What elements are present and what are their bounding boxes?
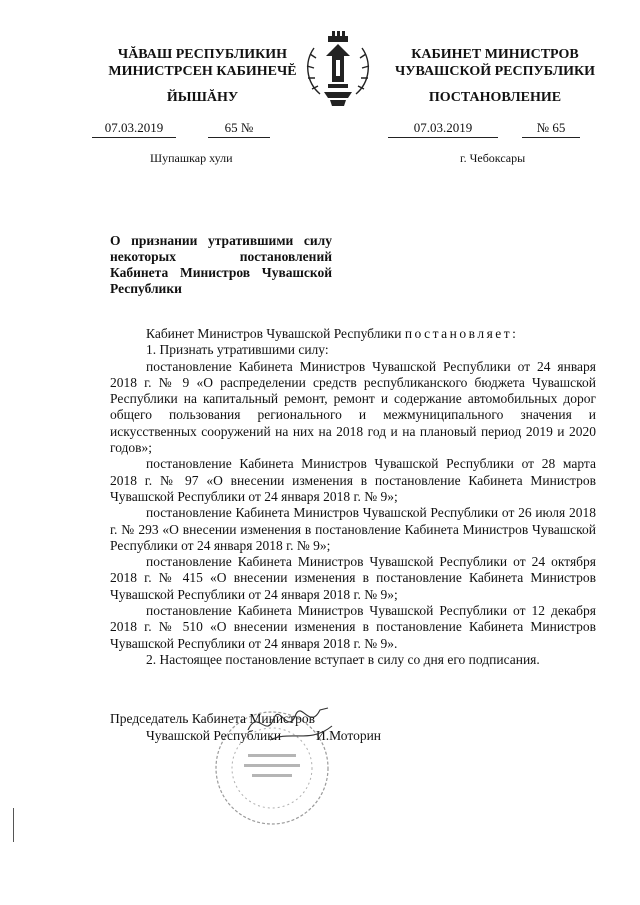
body-item1: 1. Признать утратившими силу: [146, 342, 329, 358]
document-subject: О признании утратившими силу некоторых постановлений Кабинета Министров Чувашской Республики [110, 233, 332, 296]
body-intro [110, 326, 596, 342]
signature-name: И.Моторин [316, 728, 382, 743]
number-left [208, 120, 270, 138]
date-left-value: 07.03.2019 [92, 120, 176, 138]
place-right: г. Чебоксары [460, 151, 526, 165]
header-right [380, 46, 610, 80]
date-right [388, 120, 498, 138]
signature-scribble-icon [240, 700, 340, 750]
body-intro-text: Кабинет Министров Чувашской Республики [146, 326, 402, 341]
body-paragraph-5: постановление Кабинета Министров Чувашской Республики от 12 декабря 2018 г. № 510 «О внесении изменения в постановление Кабинета Министров Чувашской Республики от 24 января 2018 г. № 9». [110, 603, 596, 651]
date-left [92, 120, 176, 138]
emblem-icon [298, 28, 378, 112]
body-intro-verb: постановляет: [404, 326, 519, 341]
margin-mark [13, 808, 14, 842]
header-right-line2: ЧУВАШСКОЙ РЕСПУБЛИКИ [394, 64, 596, 79]
body-paragraph-1: постановление Кабинета Министров Чувашской Республики от 24 января 2018 г. № 9 «О распределении средств республиканского бюджета Чувашской Республики на капитальный ремонт, ремонт и содержание автомобильных дорог общего пользования регионального и межмуниципального значения и искусственных сооружений на них на 2018 год и на плановый период 2019 и 2020 годов»; [110, 358, 596, 456]
signature-title-line1: Председатель Кабинета Министров [110, 711, 315, 726]
number-right-value: № 65 [522, 120, 580, 138]
header-right-line1: КАБИНЕТ МИНИСТРОВ [411, 47, 579, 62]
header-left [95, 46, 310, 80]
body-paragraph-3: постановление Кабинета Министров Чувашской Республики от 26 июля 2018 г. № 293 «О внесении изменения в постановление Кабинета Министров Чувашской Республики от 24 января 2018 г. № 9»; [110, 505, 596, 553]
number-left-value: 65 № [208, 120, 270, 138]
header-left-line2: МИНИСТРСЕН КАБИНЕЧĔ [108, 64, 297, 79]
body-paragraph-2: постановление Кабинета Министров Чувашской Республики от 28 марта 2018 г. № 97 «О внесении изменения в постановление Кабинета Министров Чувашской Республики от 24 января 2018 г. № 9»; [110, 456, 596, 504]
number-right [522, 120, 580, 138]
header-left-line1: ЧĂВАШ РЕСПУБЛИКИН [117, 47, 288, 62]
decree-title-left: ЙЫШĂНУ [166, 90, 239, 105]
date-right-value: 07.03.2019 [388, 120, 498, 138]
body-item2: 2. Настоящее постановление вступает в силу со дня его подписания. [146, 651, 540, 667]
signature-title-line2: Чувашской Республики [146, 728, 282, 743]
place-left: Шупашкар хули [150, 151, 233, 165]
decree-title-right: ПОСТАНОВЛЕНИЕ [428, 90, 562, 105]
document-body [110, 326, 596, 668]
body-paragraph-4: постановление Кабинета Министров Чувашской Республики от 24 октября 2018 г. № 415 «О внесении изменения в постановление Кабинета Министров Чувашской Республики от 24 января 2018 г. № 9»; [110, 554, 596, 602]
